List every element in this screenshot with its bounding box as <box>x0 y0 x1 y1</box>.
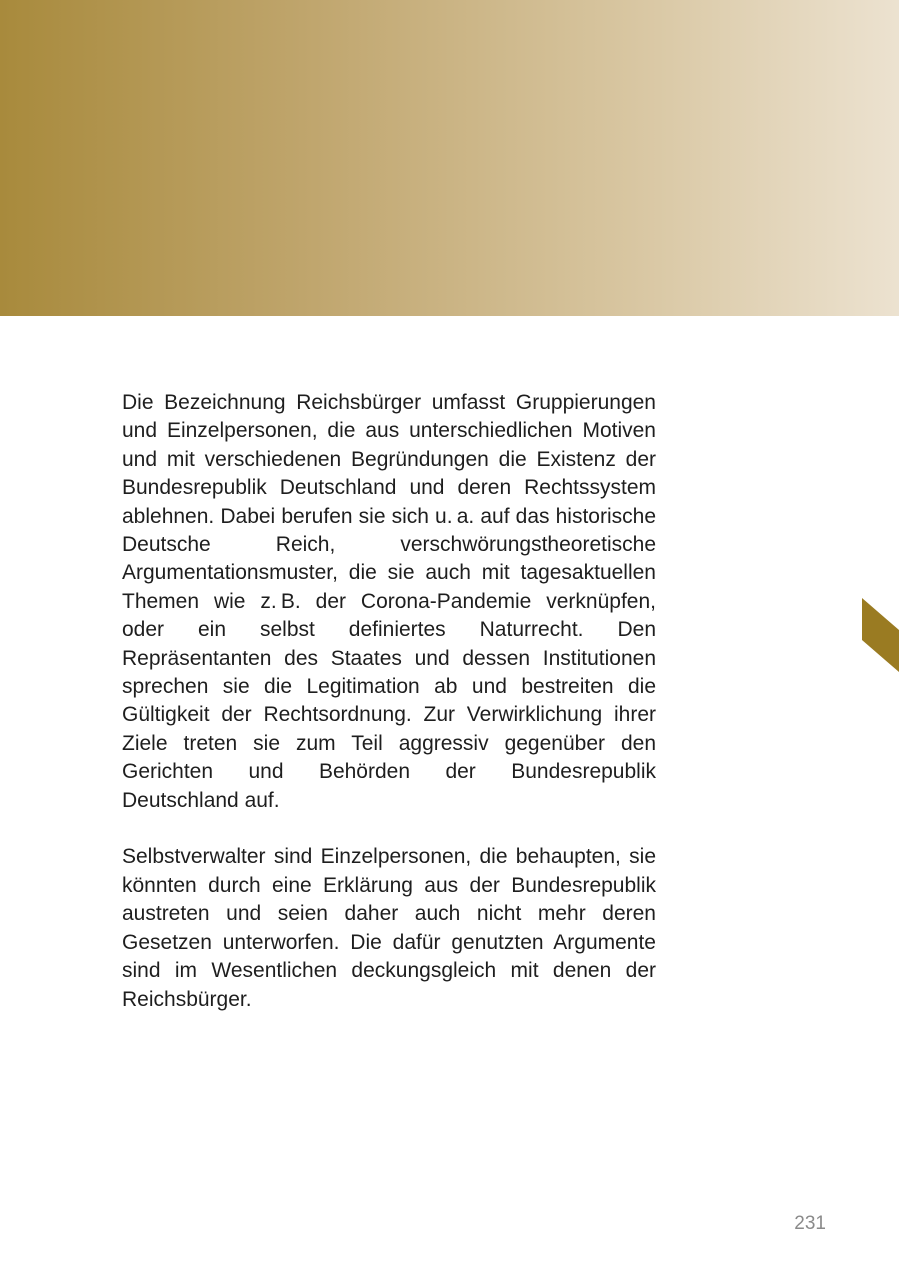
paragraph-reichsbuerger: Die Bezeichnung Reichsbürger umfasst Gruppierungen und Einzelpersonen, die aus unterschiedlichen Motiven und mit verschiedenen Begründungen die Existenz der Bundesrepublik Deutschland und deren Rechtssystem ablehnen. Dabei berufen sie sich u. a. auf das historische Deutsche Reich, verschwörungstheoretische Argumentationsmuster, die sie auch mit tagesaktuellen Themen wie z. B. der Corona-Pandemie verknüpfen, oder ein selbst definiertes Naturrecht. Den Repräsentanten des Staates und dessen Institutionen sprechen sie die Legitimation ab und bestreiten die Gültigkeit der Rechtsordnung. Zur Verwirklichung ihrer Ziele treten sie zum Teil aggressiv gegenüber den Gerichten und Behörden der Bundesrepublik Deutschland auf. <box>122 391 656 812</box>
header-gradient-band <box>0 0 899 316</box>
body-text <box>122 389 656 1042</box>
page-number: 231 <box>794 1213 826 1234</box>
chapter-tab-marker <box>862 598 899 672</box>
paragraph-selbstverwalter: Selbstverwalter sind Einzelpersonen, die behaupten, sie könnten durch eine Erklärung aus der Bundesrepublik austreten und seien daher auch nicht mehr deren Gesetzen unterworfen. Die dafür genutzten Argumente sind im Wesentlichen deckungsgleich mit denen der Reichsbürger. <box>122 845 656 1011</box>
